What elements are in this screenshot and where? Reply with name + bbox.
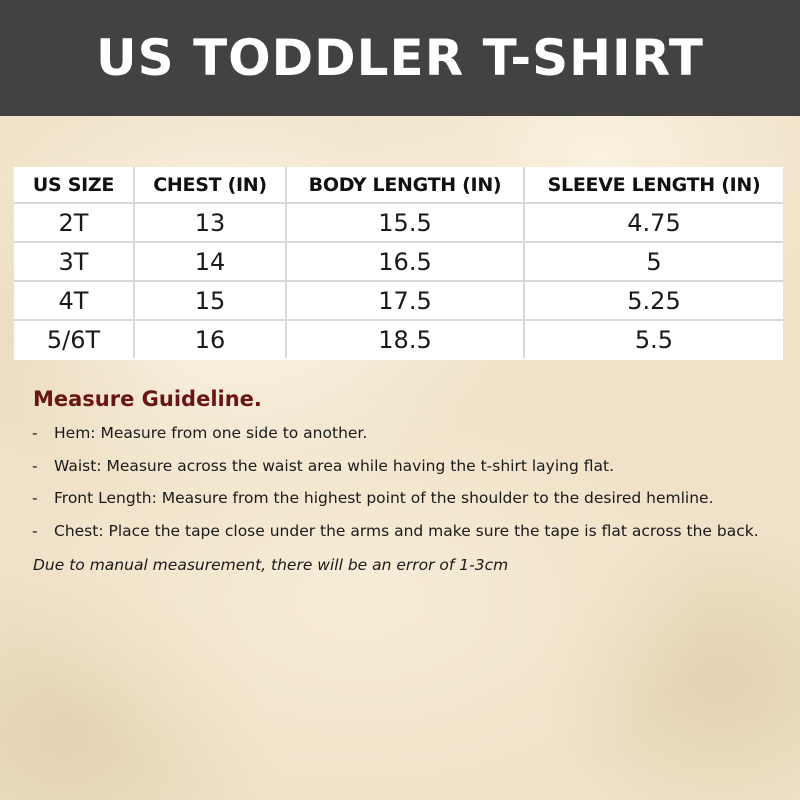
column-header-chest: CHEST (IN) — [134, 167, 286, 203]
size-chart-table — [14, 167, 783, 360]
cell-body-length: 16.5 — [286, 242, 524, 281]
size-table — [14, 167, 783, 358]
list-item — [32, 522, 759, 555]
cell-body-length: 17.5 — [286, 281, 524, 320]
column-header-us-size: US SIZE — [14, 167, 134, 203]
list-item — [32, 424, 759, 457]
cell-sleeve-length: 5 — [524, 242, 783, 281]
page-title: US TODDLER T-SHIRT — [96, 29, 704, 87]
table-row — [14, 242, 783, 281]
cell-body-length: 15.5 — [286, 203, 524, 242]
cell-chest: 13 — [134, 203, 286, 242]
column-header-sleeve-length: SLEEVE LENGTH (IN) — [524, 167, 783, 203]
measure-guideline-list — [32, 424, 759, 555]
measure-guideline-title: Measure Guideline. — [33, 387, 262, 411]
guideline-text-hem: Hem: Measure from one side to another. — [54, 424, 368, 442]
cell-chest: 16 — [134, 320, 286, 358]
cell-chest: 14 — [134, 242, 286, 281]
table-row — [14, 320, 783, 358]
bullet-dash: - — [32, 424, 38, 442]
measurement-error-note: Due to manual measurement, there will be an error of 1-3cm — [33, 556, 509, 574]
guideline-text-waist: Waist: Measure across the waist area while having the t-shirt laying flat. — [54, 456, 614, 475]
table-header-row — [14, 167, 783, 203]
bullet-dash: - — [32, 456, 38, 475]
table-row — [14, 281, 783, 320]
table-row — [14, 203, 783, 242]
cell-sleeve-length: 5.5 — [634, 325, 674, 354]
cell-us-size: 3T — [14, 242, 134, 281]
header-banner — [0, 0, 800, 116]
cell-us-size: 4T — [14, 281, 134, 320]
cell-sleeve-length: 5.25 — [524, 281, 783, 320]
column-header-body-length: BODY LENGTH (IN) — [286, 167, 524, 203]
bullet-dash: - — [32, 489, 38, 508]
cell-us-size: 5/6T — [14, 320, 134, 358]
cell-sleeve-length: 4.75 — [524, 203, 783, 242]
cell-body-length: 18.5 — [286, 320, 524, 358]
cell-chest: 15 — [134, 281, 286, 320]
list-item — [32, 489, 759, 522]
cell-us-size: 2T — [14, 203, 134, 242]
guideline-text-front-length: Front Length: Measure from the highest point of the shoulder to the desired hemline. — [54, 489, 714, 508]
bullet-dash: - — [32, 522, 38, 541]
guideline-text-chest: Chest: Place the tape close under the arms and make sure the tape is flat across the back. — [54, 522, 759, 541]
list-item — [32, 457, 759, 490]
